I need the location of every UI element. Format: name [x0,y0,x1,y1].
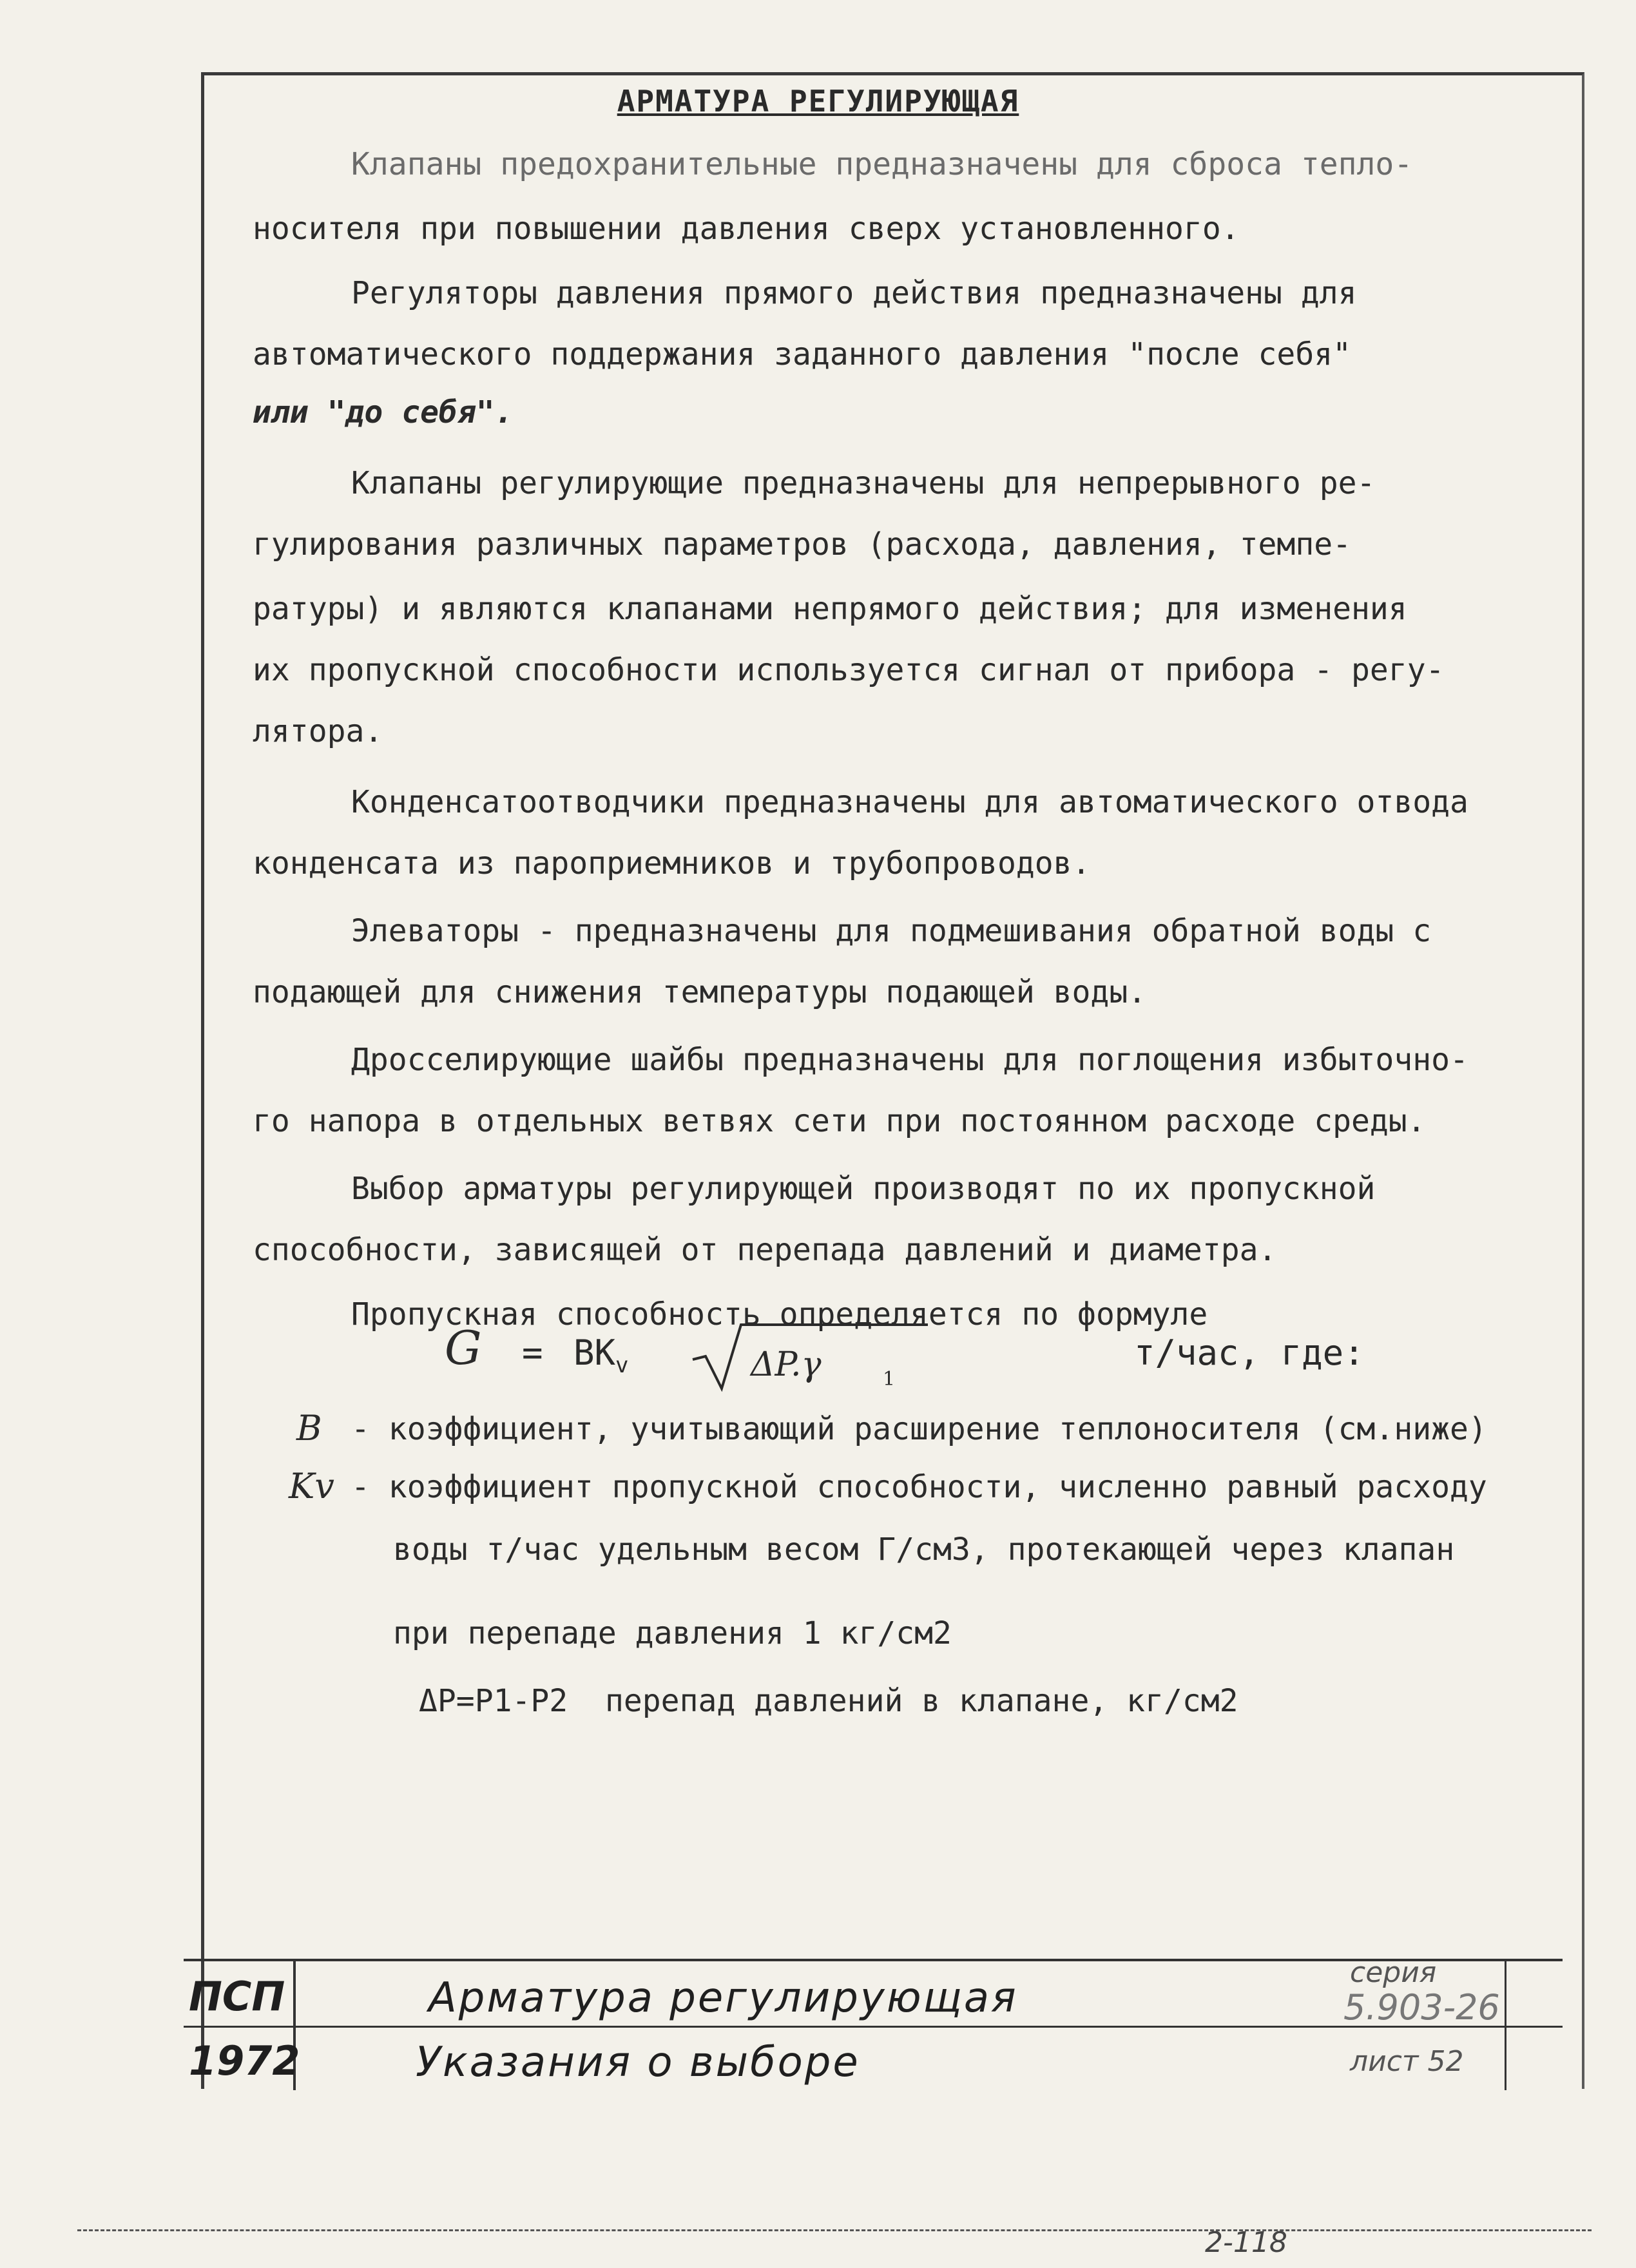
formula-bk: $BK_v$ [573,1332,629,1378]
formula-radicand-sub: 1 [883,1368,896,1390]
stamp-series-label: серия [1350,1956,1437,1989]
document-title: АРМАТУРА РЕГУЛИРУЮЩАЯ [617,84,1019,119]
stamp-title-line2: Указания о выборе [416,2039,860,2086]
formula-lhs: G [445,1321,482,1375]
formula-tail: т/час, где: [1134,1332,1365,1373]
body-line: Клапаны предохранительные предназначены для сброса тепло- [351,146,1413,182]
body-line: Регуляторы давления прямого действия предназначены для [351,275,1357,311]
formula-eq: = [522,1332,543,1373]
def-line-1: - коэффициент, учитывающий расширение теплоносителя (см.ниже) [351,1411,1487,1447]
body-line: лятора. [253,713,383,749]
body-line: ратуры) и являются клапанами непрямого действия; для изменения [253,591,1407,627]
body-line: Пропускная способность определяется по формуле [351,1296,1208,1332]
body-line: Выбор арматуры регулирующей производят по их пропускной [351,1171,1376,1207]
bottom-rule [77,2229,1592,2231]
stamp-org-code: ПСП [189,1973,285,2020]
body-line: Элеваторы - предназначены для подмешивания обратной воды с [351,913,1432,949]
body-line: Конденсатоотводчики предназначены для автоматического отвода [351,784,1468,820]
body-line: или "до себя". [253,394,514,430]
title-block-stamp [184,1956,1563,2090]
body-line: их пропускной способности используется сигнал от прибора - регу- [253,652,1445,688]
body-line: подающей для снижения температуры подающей воды. [253,974,1147,1010]
stamp-series-value: 5.903-26 [1343,1987,1500,2028]
formula [445,1321,1411,1392]
stamp-sheet: лист 52 [1350,2045,1464,2078]
def-line-5: ΔP=P1-P2 перепад давлений в клапане, кг/см2 [419,1683,1238,1719]
def-symbol-b: B [296,1408,322,1448]
body-line: способности, зависящей от перепада давлений и диаметра. [253,1232,1277,1268]
def-line-3: воды т/час удельным весом Г/см3, протекающей через клапан [393,1532,1455,1568]
body-line: гулирования различных параметров (расхода, давления, темпе- [253,526,1352,562]
page-frame [201,72,1584,2089]
body-line: го напора в отдельных ветвях сети при постоянном расходе среды. [253,1103,1426,1139]
stamp-title-line1: Арматура регулирующая [428,1974,1018,2022]
formula-radicand: ΔP.γ [751,1345,822,1384]
def-symbol-kv: Kv [289,1466,334,1506]
body-line: автоматического поддержания заданного давления "после себя" [253,336,1352,372]
sqrt-symbol [689,1321,934,1392]
body-line: Клапаны регулирующие предназначены для непрерывного ре- [351,465,1376,501]
body-line: Дросселирующие шайбы предназначены для поглощения избыточно- [351,1042,1468,1078]
body-line: носителя при повышении давления сверх установленного. [253,211,1240,247]
stamp-year: 1972 [189,2037,300,2084]
def-line-4: при перепаде давления 1 кг/см2 [393,1615,952,1651]
footer-signature: 2-118 [1205,2226,1287,2259]
body-line: конденсата из пароприемников и трубопроводов. [253,845,1091,881]
def-line-2: - коэффициент пропускной способности, численно равный расходу [351,1469,1487,1505]
